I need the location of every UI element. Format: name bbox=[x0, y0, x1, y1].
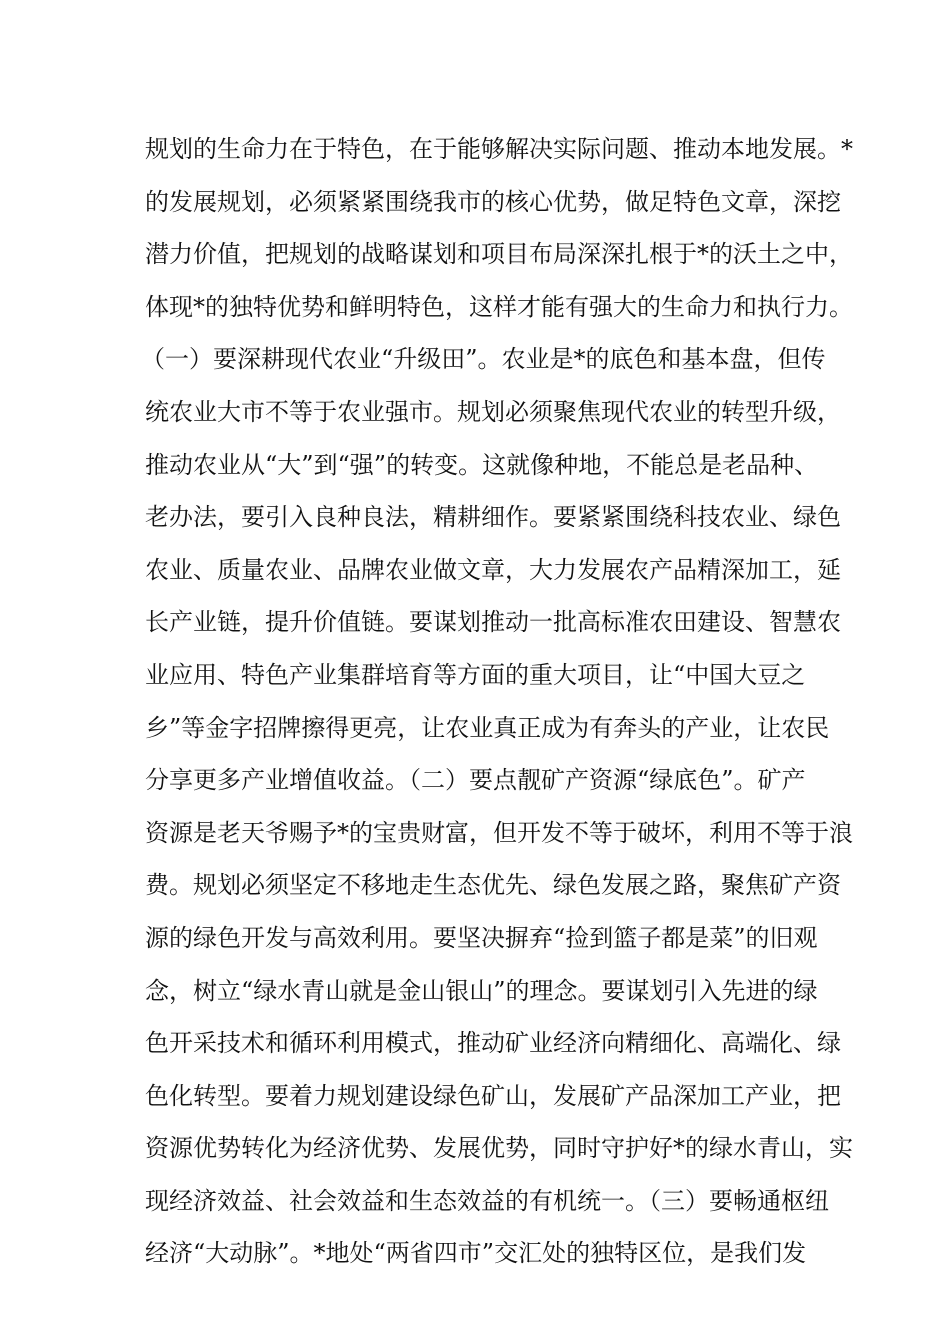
text-line: 推动农业从“大”到“强”的转变。这就像种地，不能总是老品种、 bbox=[145, 450, 819, 479]
text-line: 统农业大市不等于农业强市。规划必须聚焦现代农业的转型升级， bbox=[145, 397, 841, 426]
text-line: 乡”等金字招牌擦得更亮，让农业真正成为有奔头的产业，让农民 bbox=[145, 713, 830, 742]
text-line: 色化转型。要着力规划建设绿色矿山，发展矿产品深加工产业，把 bbox=[145, 1081, 841, 1110]
text-line: 念，树立“绿水青山就是金山银山”的理念。要谋划引入先进的绿 bbox=[145, 976, 818, 1005]
text-line: 源的绿色开发与高效利用。要坚决摒弃“捡到篮子都是菜”的旧观 bbox=[145, 923, 818, 952]
text-line: 潜力价值，把规划的战略谋划和项目布局深深扎根于*的沃土之中， bbox=[145, 240, 853, 269]
text-line: 色开采技术和循环利用模式，推动矿业经济向精细化、高端化、绿 bbox=[145, 1029, 841, 1058]
text-line: 的发展规划，必须紧紧围绕我市的核心优势，做足特色文章，深挖 bbox=[145, 187, 841, 216]
text-line: 资源是老天爷赐予*的宝贵财富，但开发不等于破坏，利用不等于浪 bbox=[145, 818, 853, 847]
text-line: 经济“大动脉”。*地处“两省四市”交汇处的独特区位，是我们发 bbox=[145, 1239, 807, 1268]
text-line: 老办法，要引入良种良法，精耕细作。要紧紧围绕科技农业、绿色 bbox=[145, 503, 841, 532]
text-line: 资源优势转化为经济优势、发展优势，同时守护好*的绿水青山，实 bbox=[145, 1134, 853, 1163]
text-line: （一）要深耕现代农业“升级田”。农业是*的底色和基本盘，但传 bbox=[141, 345, 826, 374]
text-line: 农业、质量农业、品牌农业做文章，大力发展农产品精深加工，延 bbox=[145, 555, 841, 584]
text-line: 现经济效益、社会效益和生态效益的有机统一。（三）要畅通枢纽 bbox=[145, 1186, 829, 1215]
text-line: 业应用、特色产业集群培育等方面的重大项目，让“中国大豆之 bbox=[145, 660, 806, 689]
text-line: 体现*的独特优势和鲜明特色，这样才能有强大的生命力和执行力。 bbox=[145, 292, 853, 321]
text-line: 费。规划必须坚定不移地走生态优先、绿色发展之路，聚焦矿产资 bbox=[145, 871, 841, 900]
text-line: 分享更多产业增值收益。（二）要点靓矿产资源“绿底色”。矿产 bbox=[145, 766, 806, 795]
text-line: 长产业链，提升价值链。要谋划推动一批高标准农田建设、智慧农 bbox=[145, 608, 841, 637]
body-text bbox=[141, 123, 853, 1280]
text-line: 规划的生命力在于特色，在于能够解决实际问题、推动本地发展。* bbox=[145, 135, 853, 163]
